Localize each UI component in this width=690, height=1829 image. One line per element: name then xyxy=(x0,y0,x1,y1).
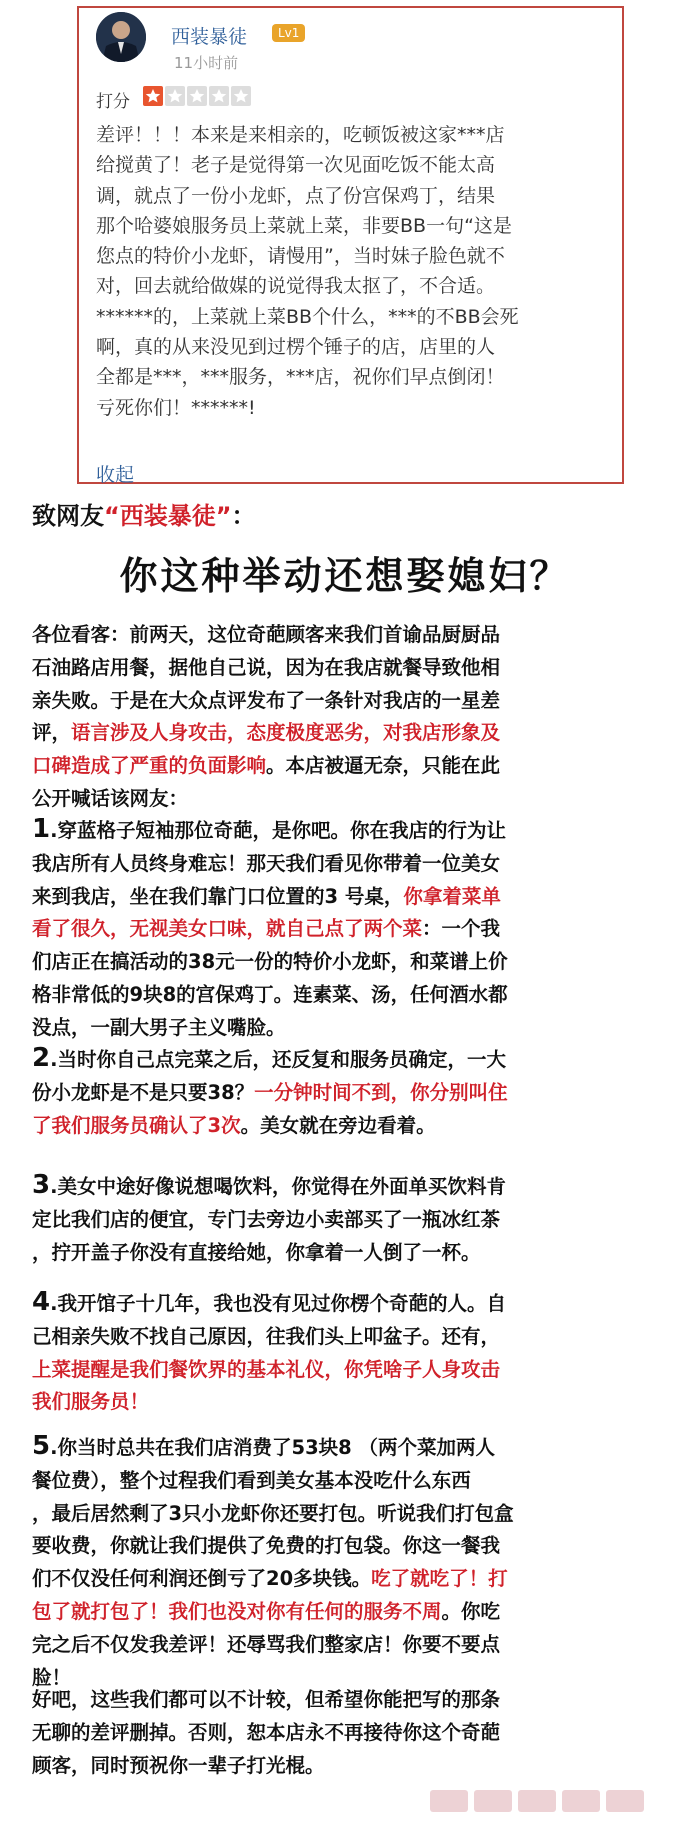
point-3-text-a: .美女中途好像说想喝饮料，你觉得在外面单买饮料肯 定比我们店的便宜，专门去旁边小卖部买了一瓶冰红茶 ，拧开盖子你没有直接给她，你拿着一人倒了一杯。 xyxy=(32,1175,507,1264)
point-5-text-b: 。你吃 完之后不仅发我差评！还辱骂我们整家店！你要不要点 脸！ xyxy=(32,1599,501,1689)
closing-paragraph: 好吧，这些我们都可以不计较，但希望你能把写的那条 无聊的差评删掉。否则，恕本店永不再接待你这个奇葩 顾客，同时预祝你一辈子打光棍。 xyxy=(32,1688,501,1777)
star-empty-icon xyxy=(231,86,251,106)
point-4-number: 4 xyxy=(32,1287,51,1317)
point-5-text-a: .你当时总共在我们店消费了53块8 （两个菜加两人 餐位费），整个过程我们看到美女基本没吃什么东西 ，最后居然剩了3只小龙虾你还要打包。听说我们打包盒 要收费，你就让我们提供了免费的打包袋。你这一餐我 们不仅没任何利润还倒亏了20多块钱。 xyxy=(32,1436,514,1591)
point-2 xyxy=(32,1042,664,1142)
star-filled-icon xyxy=(143,86,163,106)
point-3-number: 3 xyxy=(32,1170,51,1200)
addressee-name: “西装暴徒” xyxy=(104,502,232,530)
watermark xyxy=(430,1790,644,1812)
point-2-text-b: 。美女就在旁边看着。 xyxy=(240,1113,436,1137)
watermark-block xyxy=(474,1790,512,1812)
point-2-text-a: .当时你自己点完菜之后，还反复和服务员确定，一大 份小龙虾是不是只要38？ xyxy=(32,1048,507,1104)
star-empty-icon xyxy=(165,86,185,106)
point-1-emphasis: 你拿着菜单 看了很久，无视美女口味，就自己点了两个菜 xyxy=(32,884,501,941)
rating-label: 打分 xyxy=(96,92,130,112)
level-badge: Lv1 xyxy=(272,24,305,42)
point-4-emphasis: 上菜提醒是我们餐饮界的基本礼仪，你凭啥子人身攻击 我们服务员！ xyxy=(32,1357,501,1414)
review-text: 差评！！！本来是来相亲的，吃顿饭被这家***店 给搅黄了！老子是觉得第一次见面吃饭不能太高 调，就点了一份小龙虾，点了份宫保鸡丁，结果 那个哈婆娘服务员上菜就上菜，非要BB一句“这是 您点的特价小龙虾，请慢用”，当时妹子脸色就不 对，回去就给做媒的说觉得我太抠了，不合适。 ******的，上菜就上菜BB个什么，***的不BB会死 啊，真的从来没见到过楞个锤子的店，店里的人 全都是***，***服务，***店，祝你们早点倒闭！ 亏死你们！******! xyxy=(96,124,519,419)
intro-text-b: 。本店被逼无奈，只能在此 公开喊话该网友： xyxy=(32,754,501,810)
point-4 xyxy=(32,1286,664,1419)
watermark-block xyxy=(562,1790,600,1812)
watermark-block xyxy=(606,1790,644,1812)
review-time: 11小时前 xyxy=(174,54,239,72)
point-4-text-a: .我开馆子十几年，我也没有见过你楞个奇葩的人。自 己相亲失败不找自己原因，往我们头上叩盆子。还有， xyxy=(32,1292,507,1348)
point-5-number: 5 xyxy=(32,1431,51,1461)
point-2-number: 2 xyxy=(32,1043,51,1073)
watermark-block xyxy=(518,1790,556,1812)
username[interactable]: 西装暴徒 xyxy=(171,26,248,48)
point-1-text-a: .穿蓝格子短袖那位奇葩，是你吧。你在我店的行为让 我店所有人员终身难忘！那天我们看见你带着一位美女 来到我店，坐在我们靠门口位置的3 号桌， xyxy=(32,819,507,908)
point-5 xyxy=(32,1430,664,1694)
point-3 xyxy=(32,1169,664,1269)
point-2-emphasis: 一分钟时间不到，你分别叫住 了我们服务员确认了3次 xyxy=(32,1080,508,1137)
point-1-text-b: ：一个我 们店正在搞活动的38元一份的特价小龙虾，和菜谱上价 格非常低的9块8的宫保鸡丁。连素菜、汤，任何酒水都 没点，一副大男子主义嘴脸。 xyxy=(32,917,508,1039)
star-empty-icon xyxy=(187,86,207,106)
collapse-link[interactable]: 收起 xyxy=(96,464,135,486)
point-1-number: 1 xyxy=(32,814,51,844)
addressee-prefix: 致网友 xyxy=(32,502,104,530)
review-card xyxy=(77,6,624,484)
addressee-suffix: ： xyxy=(231,502,256,530)
star-empty-icon xyxy=(209,86,229,106)
intro-paragraph xyxy=(32,619,664,816)
intro-text-a: 各位看客：前两天，这位奇葩顾客来我们首谕品厨厨品 石油路店用餐，据他自己说，因为在我店就餐导致他相 亲失败。于是在大众点评发布了一条针对我店的一星差 评， xyxy=(32,623,501,745)
intro-emphasis: 语言涉及人身攻击，态度极度恶劣，对我店形象及 口碑造成了严重的负面影响 xyxy=(32,721,501,778)
avatar[interactable] xyxy=(96,12,146,62)
point-5-emphasis: 吃了就吃了！打 包了就打包了！我们也没对你有任何的服务不周 xyxy=(32,1567,508,1623)
point-1 xyxy=(32,813,664,1045)
watermark-block xyxy=(430,1790,468,1812)
rating-stars xyxy=(143,86,253,106)
addressee-line xyxy=(32,496,256,531)
headline: 你这种举动还想娶媳妇？ xyxy=(119,554,571,598)
